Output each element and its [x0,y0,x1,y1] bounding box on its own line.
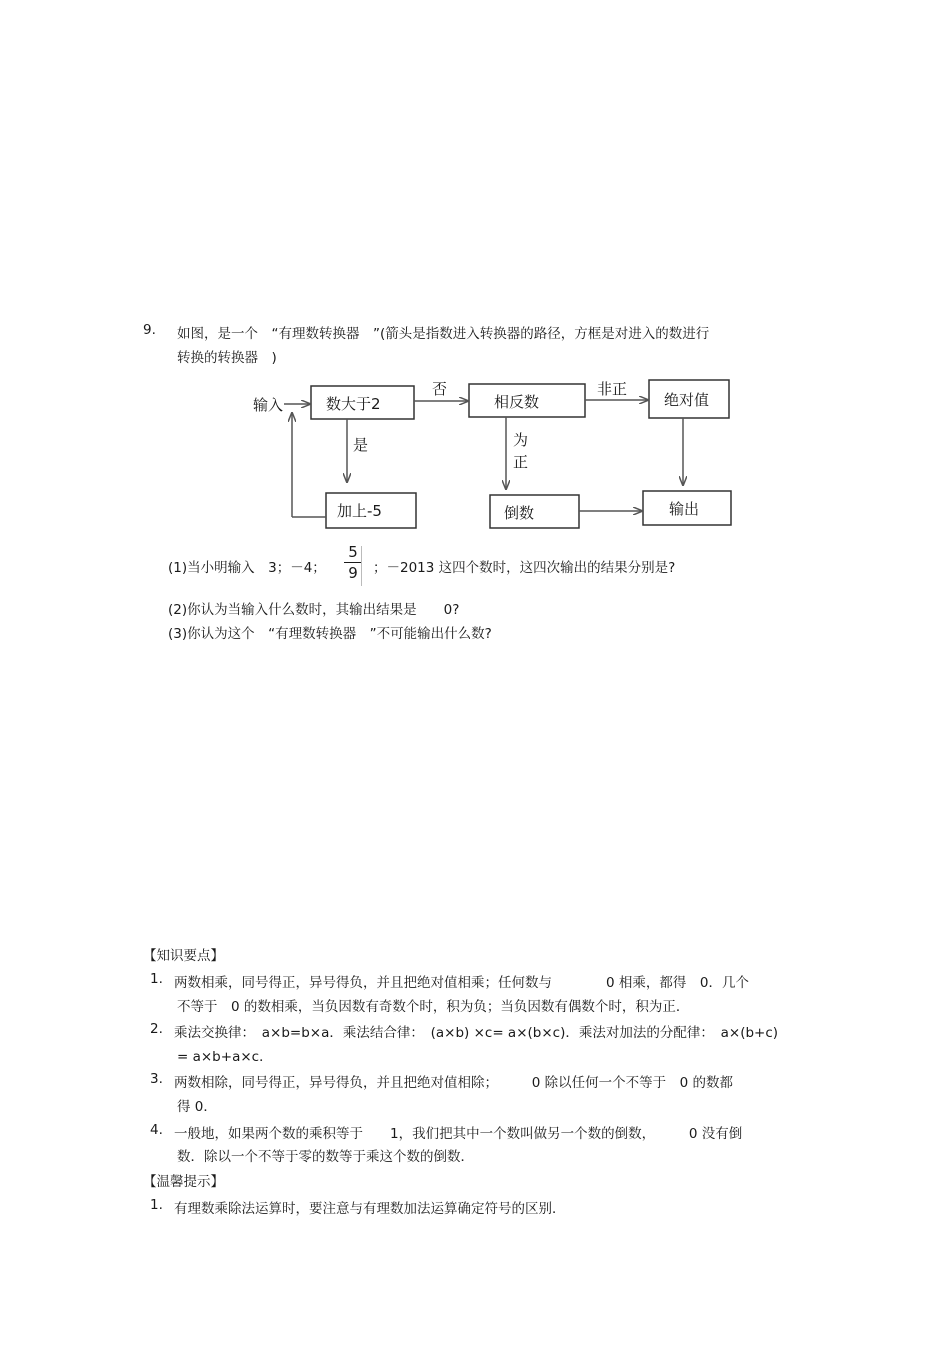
fraction-bar [344,562,362,563]
fraction-five-ninths [344,543,362,582]
tips-heading: 【温馨提示】 [143,1174,224,1190]
label-positive-bottom: 正 [513,453,529,471]
knowledge-item-1-line2: 不等于 0 的数相乘，当负因数有奇数个时，积为负；当负因数有偶数个时，积为正． [177,999,690,1015]
knowledge-item-4-line1: 一般地，如果两个数的乘积等于 1，我们把其中一个数叫做另一个数的倒数， 0 没有倒 [174,1126,743,1142]
box-add-minus-5-label: 加上-5 [337,502,382,520]
box-reciprocal-label: 倒数 [504,504,535,522]
fraction-divider-mark [361,546,362,586]
tips-item-1-line1: 有理数乘除法运算时，要注意与有理数加法运算确定符号的区别． [174,1201,566,1217]
knowledge-item-4-number: 4. [150,1122,163,1138]
knowledge-item-4-line2: 数．除以一个不等于零的数等于乘这个数的倒数． [177,1149,474,1165]
box-greater-than-2-label: 数大于2 [326,395,381,413]
label-nonpositive: 非正 [597,380,628,398]
box-opposite-number-label: 相反数 [494,393,540,411]
box-absolute-value-label: 绝对值 [664,391,710,409]
label-yes: 是 [353,436,369,454]
knowledge-item-2-line2: = a×b+a×c． [177,1049,273,1065]
fraction-denominator: 9 [348,564,358,582]
knowledge-item-3-line2: 得 0． [177,1099,217,1115]
tips-item-1-number: 1. [150,1197,163,1213]
fraction-numerator: 5 [348,543,358,561]
label-input: 输入 [253,396,284,414]
label-no: 否 [432,380,448,398]
knowledge-item-2-line1: 乘法交换律： a×b=b×a．乘法结合律： (a×b) ×c= a×(b×c)．乘法对加法的分配律： a×(b+c) [174,1025,779,1041]
knowledge-item-3-line1: 两数相除，同号得正，异号得负，并且把绝对值相除； 0 除以任何一个不等于 0 的数都 [174,1075,734,1091]
knowledge-heading: 【知识要点】 [143,948,224,964]
box-output-label: 输出 [669,500,700,518]
knowledge-item-3-number: 3. [150,1071,163,1087]
label-positive-top: 为 [513,431,529,449]
knowledge-item-1-number: 1. [150,971,163,987]
question-text-line1: 如图，是一个 “有理数转换器 ”(箭头是指数进入转换器的路径，方框是对进入的数进行 [177,326,710,342]
question-number: 9. [143,322,156,338]
converter-flowchart [240,372,740,537]
subquestion-3: (3)你认为这个 “有理数转换器 ”不可能输出什么数? [168,626,492,642]
subquestion-1-suffix: ；－2013 这四个数时，这四次输出的结果分别是? [373,560,676,576]
subquestion-2: (2)你认为当输入什么数时，其输出结果是 0? [168,602,460,618]
knowledge-item-1-line1: 两数相乘，同号得正，异号得负，并且把绝对值相乘；任何数与 0 相乘，都得 0．几个 [174,975,749,991]
question-text-line2: 转换的转换器 ) [177,350,277,366]
subquestion-1-prefix: (1)当小明输入 3；－4； [168,560,326,576]
knowledge-item-2-number: 2. [150,1021,163,1037]
